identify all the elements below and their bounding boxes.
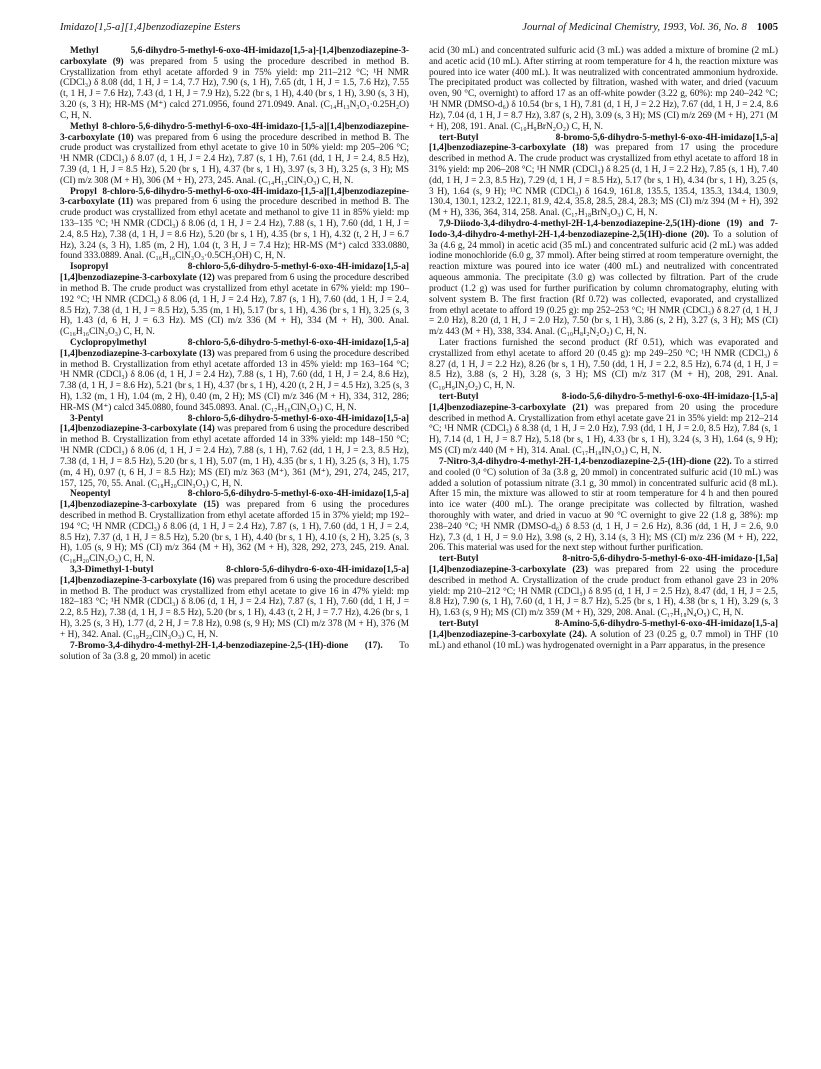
compound-heading: Isopropyl 8-chloro-5,6-dihydro-5-methyl-6-oxo-4H-imidazo[1,5-a][1,4]benzodiazepine-3-carboxylate (12): [60, 262, 409, 284]
experimental-paragraph: [60, 122, 409, 187]
experimental-paragraph: [60, 46, 409, 122]
paragraph-body: was prepared from 22 using the procedure described in method A. Crystallization of the crude product from ethanol gave 23 in 20% yield: mp 210–212 °C; ¹H NMR (CDCl₃) δ 8.95 (d, 1 H, J = 2.5 Hz), 8.47 (dd, 1 H, J = 2.5, 8.8 Hz), 7.90 (s, 1 H), 7.60 (d, 1 H, J = 8.7 Hz), 5.25 (br s, 1 H), 4.38 (br s, 1 H), 3.29 (s, 3 H), 1.63 (s, 9 H); MS (CI) m/z 359 (M + H), 329, 208. Anal. (C₁₇H₁₈N₄O₅) C, H, N.: [429, 565, 778, 619]
compound-heading: 7,9-Diiodo-3,4-dihydro-4-methyl-2H-1,4-benzodiazepine-2,5(1H)-dione (19) and 7-Iodo-3,4-dihydro-4-methyl-2H-1,4-benzodiazepine-2,5(1H)-dione (20).: [429, 219, 778, 240]
journal-name: Journal of Medicinal Chemistry, 1993, Vol. 36, No. 8: [522, 22, 747, 33]
compound-heading: 3-Pentyl 8-chloro-5,6-dihydro-5-methyl-6-oxo-4H-imidazo[1,5-a][1,4]benzodiazepine-3-carboxylate (14): [60, 413, 409, 435]
experimental-paragraph: [60, 414, 409, 490]
paragraph-body: Later fractions furnished the second product (Rf 0.51), which was evaporated and crystallized from ethyl acetate to afford 20 (0.45 g): mp 249–250 °C; ¹H NMR (CDCl₃) δ 8.27 (d, 1 H, J = 2.2 Hz), 8.26 (br s, 1 H), 7.50 (dd, 1 H, J = 2.2, 8.5 Hz), 6.74 (d, 1 H, J = 8.5 Hz), 3.88 (s, 2 H), 3.28 (s, 3 H); MS (CI) m/z 317 (M + H), 208, 291. Anal. (C₁₀H₉IN₂O₂) C, H, N.: [429, 337, 778, 392]
journal-page: [60, 22, 778, 1058]
page-number: 1005: [756, 22, 778, 33]
experimental-paragraph: [429, 619, 778, 651]
experimental-paragraph: [60, 641, 409, 663]
paragraph-body: To solution of 3a (3.8 g, 20 mmol) in acetic: [60, 640, 409, 662]
running-header: [60, 22, 778, 38]
paragraph-body: was prepared from 6 using the procedure described in method B. The crude product was crystallized from ethyl acetate and methanol to give 11 in 85% yield: mp 133–135 °C; ¹H NMR (CDCl₃) δ 8.06 (d, 1 H, J = 2.4 Hz), 7.88 (s, 1 H), 7.60 (dd, 1 H, J = 2.4, 8.5 Hz), 7.38 (d, 1 H, J = 8.6 Hz), 5.20 (br s, 1 H), 4.35 (br s, 1 H), 4.32 (t, 2 H, J = 6.7 Hz), 3.24 (s, 3 H), 1.85 (m, 2 H), 1.04 (t, 3 H, J = 7.4 Hz); HR-MS (M⁺) calcd 333.0880, found 333.0889. Anal. (C₁₆H₁₆ClN₃O₃·0.5CH₃OH) C, H, N.: [60, 197, 409, 262]
paragraph-body: was prepared from 6 using the procedure described in method B. Crystallization from ethyl acetate afforded 14 in 33% yield: mp 148–150 °C; ¹H NMR (CDCl₃) δ 8.06 (d, 1 H, J = 2.4 Hz), 7.88 (s, 1 H), 7.62 (dd, 1 H, J = 2.3, 8.5 Hz), 7.38 (d, 1 H, J = 8.5 Hz), 5.20 (br s, 1 H), 5.07 (m, 1 H), 4.35 (br s, 1 H), 3.25 (s, 3 H), 1.75 (m, 4 H), 0.97 (t, 6 H, J = 8.5 Hz); MS (EI) m/z 363 (M⁺), 361 (M⁺), 291, 274, 245, 217, 157, 125, 70, 55. Anal. (C₁₈H₂₀ClN₃O₃) C, H, N.: [60, 424, 409, 489]
paragraph-body: was prepared from 6 using the procedure described in method B. The crude product was crystallized from ethyl acetate in 67% yield: mp 190–192 °C; ¹H NMR (CDCl₃) δ 8.06 (d, 1 H, J = 2.4 Hz), 7.87 (s, 1 H), 7.60 (dd, 1 H, J = 2.4, 8.5 Hz), 7.38 (d, 1 H, J = 8.5 Hz), 5.35 (m, 1 H), 5.17 (br s, 1 H), 4.36 (br s, 1 H), 3.25 (s, 3 H), 1.43 (d, 6 H, J = 6.3 Hz). MS (CI) m/z 336 (M + H), 334 (M + H), 300. Anal. (C₁₆H₁₆ClN₃O₃) C, H, N.: [60, 273, 409, 338]
experimental-paragraph: [429, 133, 778, 220]
paragraph-body: A solution of 23 (0.25 g, 0.7 mmol) in THF (10 mL) and ethanol (10 mL) was hydrogenated overnight in a Parr apparatus, in the presence: [429, 629, 778, 651]
experimental-paragraph: [60, 187, 409, 263]
compound-heading: 3,3-Dimethyl-1-butyl 8-chloro-5,6-dihydro-6-oxo-4H-imidazo[1,5-a][1,4]benzodiazepine-3-carboxylate (16): [60, 565, 409, 586]
journal-citation: [522, 22, 778, 33]
compound-heading: tert-Butyl 8-Amino-5,6-dihydro-5-methyl-6-oxo-4H-imidazo[1,5-a][1,4]benzodiazepine-3-carboxylate (24).: [429, 619, 778, 640]
paragraph-body: was prepared from 6 using the procedures described in method B. Crystallization from ethyl acetate afforded 15 in 37% yield; mp 192–194 °C; ¹H NMR (CDCl₃) δ 8.06 (d, 1 H, J = 2.4 Hz), 7.87 (s, 1 H), 7.60 (dd, 1 H, J = 2.4, 8.5 Hz), 7.37 (d, 1 H, J = 8.5 Hz), 5.20 (br s, 1 H), 4.40 (br s, 1 H), 4.10 (s, 2 H), 3.25 (s, 3 H), 1.05 (s, 9 H); MS (CI) m/z 364 (M + H), 362 (M + H), 328, 292, 273, 245, 219. Anal. (C₁₈H₂₀ClN₃O₃) C, H, N.: [60, 500, 409, 565]
experimental-paragraph: [429, 219, 778, 338]
compound-heading: Methyl 5,6-dihydro-5-methyl-6-oxo-4H-imidazo[1,5-a]-[1,4]benzodiazepine-3-carboxylate (9): [60, 46, 409, 67]
compound-heading: 7-Nitro-3,4-dihydro-4-methyl-2H-1,4-benzodiazepine-2,5-(1H)-dione (22).: [439, 456, 732, 467]
compound-heading: 7-Bromo-3,4-dihydro-4-methyl-2H-1,4-benzodiazepine-2,5-(1H)-dione (17).: [70, 640, 383, 651]
compound-heading: Methyl 8-chloro-5,6-dihydro-5-methyl-6-oxo-4H-imidazo-[1,5-a][1,4]benzodiazepine-3-carboxylate (10): [60, 121, 409, 143]
experimental-paragraph: [60, 565, 409, 641]
paragraph-body: was prepared from 17 using the procedure described in method A. The crude product was crystallized from ethyl acetate to afford 18 in 31% yield: mp 206–208 °C; ¹H NMR (CDCl₃) δ 8.25 (d, 1 H, J = 2.2 Hz), 7.85 (s, 1 H), 7.40 (dd, 1 H, J = 2.3, 8.5 Hz), 7.29 (d, 1 H, J = 8.5 Hz), 5.17 (br s, 1 H), 4.34 (br s, 1 H), 3.25 (s, 3 H), 1.64 (s, 9 H); ¹³C NMR (CDCl₃) δ 164.9, 161.8, 135.5, 135.4, 135.3, 134.4, 130.9, 130.4, 130.1, 123.2, 122.1, 81.9, 42.4, 35.8, 28.5, 28.4, 28.3; MS (CI) m/z 394 (M + H), 392 (M + H), 336, 364, 314, 258. Anal. (C₁₇H₁₈BrN₃O₃) C, H, N.: [429, 143, 778, 219]
experimental-paragraph: [60, 489, 409, 565]
paragraph-body: was prepared from 20 using the procedure described in method A. Crystallization from ethyl acetate gave 21 in 35% yield: mp 212–214 °C; ¹H NMR (CDCl₃) δ 8.38 (d, 1 H, J = 2.0 Hz), 7.93 (dd, 1 H, J = 2.0, 8.5 Hz), 7.84 (s, 1 H), 7.14 (d, 1 H, J = 8.7 Hz), 5.18 (br s, 1 H), 4.33 (br s, 1 H), 3.24 (s, 3 H), 1.64 (s, 9 H); MS (CI) m/z 440 (M + H), 314. Anal. (C₁₇H₁₈IN₃O₃) C, H, N.: [429, 402, 778, 457]
continued-paragraph: [429, 46, 778, 133]
paragraph-body: was prepared from 6 using the procedure described in method B. The product was crystallized from ethyl acetate to give 16 in 47% yield: mp 182–183 °C; ¹H NMR (CDCl₃) δ 8.06 (d, 1 H, J = 2.4 Hz), 7.87 (s, 1 H), 7.60 (dd, 1 H, J = 2.2, 8.5 Hz), 7.38 (d, 1 H, J = 8.5 Hz), 5.20 (br s, 1 H), 4.43 (t, 2 H, J = 7.7 Hz), 4.26 (br s, 1 H), 3.25 (s, 3 H), 1.77 (d, 2 H, J = 7.8 Hz), 0.98 (s, 9 H); MS (CI) m/z 378 (M + H), 376 (M + H), 342. Anal. (C₁₉H₂₂ClN₃O₃) C, H, N.: [60, 575, 409, 640]
text-columns: [60, 46, 778, 1058]
compound-heading: tert-Butyl 8-nitro-5,6-dihydro-5-methyl-6-oxo-4H-imidazo-[1,5a][1,4]benzodiazepine-3-carboxylate (23): [429, 554, 778, 575]
experimental-paragraph: [429, 338, 778, 392]
compound-heading: Propyl 8-chloro-5,6-dihydro-5-methyl-6-oxo-4H-imidazo-[1,5-a][1,4]benzodiazepine-3-carboxylate (11): [60, 186, 409, 208]
experimental-paragraph: [429, 554, 778, 619]
compound-heading: Neopentyl 8-chloro-5,6-dihydro-5-methyl-6-oxo-4H-imidazo[1,5-a][1,4]benzodiazepine-3-carboxylate (15): [60, 489, 409, 511]
left-column: [60, 46, 409, 1058]
compound-heading: Cyclopropylmethyl 8-chloro-5,6-dihydro-5-methyl-6-oxo-4H-imidazo[1,5-a][1,4]benzodiazepine-3-carboxylate (13): [60, 337, 409, 359]
experimental-paragraph: [429, 457, 778, 554]
compound-heading: tert-Butyl 8-iodo-5,6-dihydro-5-methyl-6-oxo-4H-imidazo-[1,5-a][1,4]benzodiazepine-3-carboxylate (21): [429, 392, 778, 413]
running-title: Imidazo[1,5-a][1,4]benzodiazepine Esters: [60, 22, 241, 33]
paragraph-body: To a stirred and cooled (0 °C) solution of 3a (3.8 g, 20 mmol) in concentrated sulfuric acid (10 mL) was added a solution of potassium nitrate (3.1 g, 30 mmol) in concentrated sulfuric acid (8 mL). After 15 min, the mixture was allowed to stir at room temperature for 4 h and then poured into ice water (400 mL). The orange precipitate was collected by filtration, washed thoroughly with water, and dried in vacuo at 90 °C overnight to give 22 (1.8 g, 38%): mp 238–240 °C; ¹H NMR (DMSO-d₆) δ 8.53 (d, 1 H, J = 2.6 Hz), 8.36 (dd, 1 H, J = 2.6, 9.0 Hz), 7.3 (d, 1 H, J = 9.0 Hz), 3.98 (s, 2 H), 3.14 (s, 3 H); MS (CI) m/z 236 (M + H), 222, 206. This material was used for the next step without further purification.: [429, 456, 778, 554]
compound-heading: tert-Butyl 8-bromo-5,6-dihydro-5-methyl-6-oxo-4H-imidazo[1,5-a][1,4]benzodiazepine-3-carboxylate (18): [429, 132, 778, 154]
paragraph-body: acid (30 mL) and concentrated sulfuric acid (3 mL) was added a mixture of bromine (2 mL) and acetic acid (10 mL). After stirring at room temperature for 4 h, the reaction mixture was poured into ice water (400 mL). It was neutralized with concentrated ammonium hydroxide. The precipitated product was collected by filtration, washed with water, and dried (vacuum oven, 90 °C, overnight) to afford 17 as an off-white powder (3.22 g, 60%): mp 240–242 °C; ¹H NMR (DMSO-d₆) δ 10.54 (br s, 1 H), 7.81 (d, 1 H, J = 2.2 Hz), 7.67 (dd, 1 H, J = 2.4, 8.6 Hz), 7.04 (d, 1 H, J = 8.7 Hz), 3.87 (s, 2 H), 3.09 (s, 3 H); MS (CI) m/z 269 (M + H), 271 (M + H), 208, 191. Anal. (C₁₀H₉BrN₂O₂) C, H, N.: [429, 46, 778, 132]
right-column: [429, 46, 778, 1058]
paragraph-body: was prepared from 5 using the procedure described in method B. Crystallization from ethyl acetate afforded 9 in 75% yield: mp 211–212 °C; ¹H NMR (CDCl₃) δ 8.08 (dd, 1 H, J = 1.4, 7.7 Hz), 7.90 (s, 1 H), 7.65 (dt, 1 H, J = 1.5, 7.6 Hz), 7.55 (t, 1 H, J = 7.6 Hz), 7.43 (d, 1 H, J = 7.9 Hz), 5.22 (br s, 1 H), 4.40 (br s, 1 H), 3.90 (s, 3 H), 3.20 (s, 3 H); HR-MS (M⁺) calcd 271.0956, found 271.0949. Anal. (C₁₄H₁₃N₃O₃·0.25H₂O) C, H, N.: [60, 56, 409, 121]
paragraph-body: To a solution of 3a (4.6 g, 24 mmol) in acetic acid (35 mL) and concentrated sulfuric acid (2 mL) was added iodine monochloride (6.0 g, 37 mmol). After being stirred at room temperature overnight, the reaction mixture was poured into ice water (400 mL) and neutralized with concentrated aqueous ammonia. The precipitate (3.0 g) was collected by filtration. Part of the crude product (1.2 g) was used for further purification by column chromatography, eluting with solvent system B. The first fraction (Rf 0.72) was collected, evaporated, and crystallized from ethyl acetate to afford 19 (0.25 g): mp 252–253 °C; ¹H NMR (CDCl₃) δ 8.27 (d, 1 H, J = 2.0 Hz), 8.20 (d, 1 H, J = 2.0 Hz), 7.50 (br s, 1 H), 3.86 (s, 2 H), 3.27 (s, 3 H); MS (CI) m/z 443 (M + H), 338, 334. Anal. (C₁₀H₈I₂N₂O₂) C, H, N.: [429, 229, 778, 338]
paragraph-body: was prepared from 6 using the procedure described in method B. Crystallization from ethyl acetate afforded 13 in 45% yield: mp 163–164 °C; ¹H NMR (CDCl₃) δ 8.06 (d, 1 H, J = 2.4 Hz), 7.88 (s, 1 H), 7.60 (dd, 1 H, J = 2.4, 8.6 Hz), 7.38 (d, 1 H, J = 8.6 Hz), 5.21 (br s, 1 H), 4.37 (br s, 1 H), 4.20 (t, 2 H, J = 4.5 Hz), 3.25 (s, 3 H), 1.32 (m, 1 H), 1.04 (m, 2 H), 0.40 (m, 2 H); MS (CI) m/z 346 (M + H), 334, 312, 286; HR-MS (M⁺) calcd 345.0880, found 345.0893. Anal. (C₁₇H₁₆ClN₃O₃) C, H, N.: [60, 348, 409, 413]
experimental-paragraph: [60, 338, 409, 414]
experimental-paragraph: [60, 262, 409, 338]
experimental-paragraph: [429, 392, 778, 457]
paragraph-body: was prepared from 6 using the procedure described in method B. The crude product was crystallized from ethyl acetate to give 10 in 50% yield: mp 205–206 °C; ¹H NMR (CDCl₃) δ 8.07 (d, 1 H, J = 2.4 Hz), 7.87 (s, 1 H), 7.61 (dd, 1 H, J = 2.4, 8.5 Hz), 7.39 (d, 1 H, J = 8.5 Hz), 5.20 (br s, 1 H), 4.37 (br s, 1 H), 3.97 (s, 3 H), 3.25 (s, 3 H); MS (CI) m/z 308 (M + H), 306 (M + H), 273, 245. Anal. (C₁₄H₁₂ClN₃O₃) C, H, N.: [60, 132, 409, 186]
